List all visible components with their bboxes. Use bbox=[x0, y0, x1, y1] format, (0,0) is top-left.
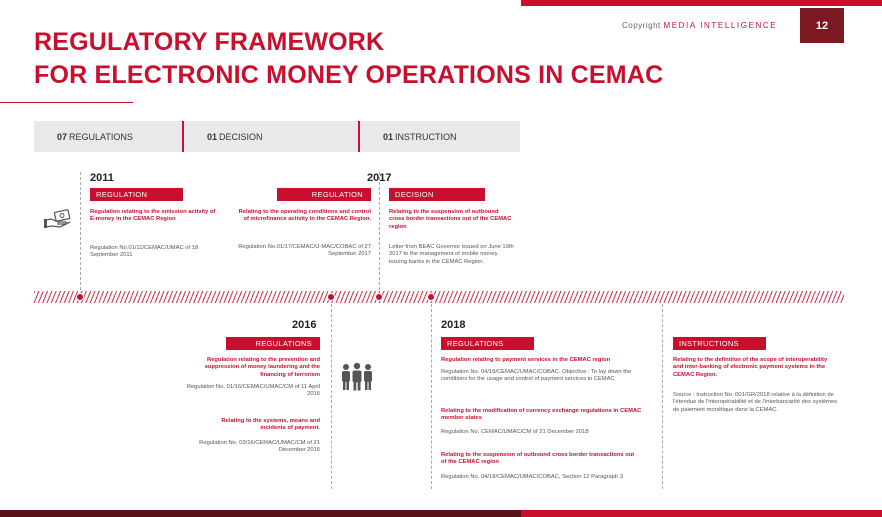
bottom-bar-accent bbox=[521, 510, 882, 517]
tag-regulation-2017: REGULATION bbox=[277, 188, 371, 201]
tab-decision[interactable] bbox=[207, 121, 263, 152]
summary-tabs bbox=[34, 121, 520, 152]
entry-heading: Regulation relating to payment services in the CEMAC region bbox=[441, 357, 611, 363]
tab-instruction[interactable] bbox=[383, 121, 457, 152]
page-title bbox=[34, 26, 663, 92]
entry-heading: Relating to the modification of currency exchange regulations in CEMAC member states bbox=[441, 408, 642, 422]
timeline-marker-2018 bbox=[427, 293, 435, 301]
copyright-prefix: Copyright bbox=[622, 21, 661, 30]
entry-heading: Relating to the definition of the scope of interoperability and inter-banking of electronic payment systems in the CEMAC Region. bbox=[673, 357, 828, 378]
entry-heading: Relating to the operating conditions and control of microfinance activity in the CEMAC Region. bbox=[238, 209, 371, 223]
timeline-guide bbox=[80, 172, 81, 290]
tag-regulations-2018: REGULATIONS bbox=[441, 337, 534, 350]
page-number: 12 bbox=[800, 8, 844, 43]
tag-regulations-2016: REGULATIONS bbox=[226, 337, 320, 350]
entry-reference: Regulation No.01/17/CEMAC/U-MAC/COBAC of 27 September 2017 bbox=[238, 244, 371, 258]
tab-decision-count: 01 bbox=[207, 131, 218, 142]
tab-instruction-label: INSTRUCTION bbox=[395, 131, 457, 142]
entry-reference: Letter from BEAC Governor issued on June 19th 2017 to the management of mobile money issuing banks in the CEMAC Region. bbox=[389, 244, 514, 265]
timeline-bar bbox=[34, 291, 844, 303]
entry-heading: Relating to the suspension of outbound cross border transactions out of the CEMAC region bbox=[389, 209, 512, 230]
timeline-marker-2011 bbox=[76, 293, 84, 301]
top-accent-bar bbox=[521, 0, 882, 6]
entry-reference: Regulation No. CEMAC/UMAC/CM of 21 December 2018 bbox=[441, 429, 589, 435]
tab-divider bbox=[358, 121, 360, 152]
tab-instruction-count: 01 bbox=[383, 131, 394, 142]
entry-heading: Relating to the suspension of outbound cross border transactions out of the CEMAC region bbox=[441, 452, 635, 466]
entry-reference: Regulation No.01/11/CEMAC/UMAC of 18 September 2011 bbox=[90, 245, 199, 259]
bottom-bar-dark bbox=[0, 510, 521, 517]
copyright-brand: MEDIA INTELLIGENCE bbox=[663, 21, 778, 30]
year-2011: 2011 bbox=[90, 172, 114, 184]
timeline-guide bbox=[331, 304, 332, 489]
tag-regulation-2011: REGULATION bbox=[90, 188, 183, 201]
tab-decision-label: DECISION bbox=[219, 131, 263, 142]
entry-heading: Regulation relating to the prevention and suppression of money laundering and the financing of terrorism bbox=[204, 357, 320, 378]
page-title-line-2: FOR ELECTRONIC MONEY OPERATIONS IN CEMAC bbox=[34, 61, 664, 89]
timeline-marker-2016 bbox=[327, 293, 335, 301]
tag-decision-2017: DECISION bbox=[389, 188, 485, 201]
entry-heading: Regulation relating to the emission activity of E-money in the CEMAC Region bbox=[90, 209, 216, 223]
page-title-line-1: REGULATORY FRAMEWORK bbox=[34, 28, 385, 56]
entry-reference: Regulation No. 01/16/CEMAC/UMAC/CM of 11 April 2016 bbox=[186, 384, 320, 398]
tab-regulations-label: REGULATIONS bbox=[69, 131, 133, 142]
entry-heading: Relating to the systems, means and incidents of payment. bbox=[221, 418, 320, 432]
title-underline bbox=[0, 102, 133, 103]
entry-reference: Regulation No. 04/18/CEMAC/UMAC/COBAC. Objective : To lay down the conditions for the usage and control of payment services in CEMAC bbox=[441, 369, 632, 383]
people-group-icon bbox=[340, 362, 374, 392]
tab-regulations[interactable] bbox=[57, 121, 133, 152]
year-2016: 2016 bbox=[292, 319, 317, 331]
year-2018: 2018 bbox=[441, 319, 466, 331]
timeline-marker-2017 bbox=[375, 293, 383, 301]
tab-divider bbox=[182, 121, 184, 152]
tab-regulations-count: 07 bbox=[57, 131, 68, 142]
tag-instructions: INSTRUCTIONS bbox=[673, 337, 766, 350]
hand-money-icon bbox=[44, 208, 74, 230]
timeline-guide bbox=[379, 172, 380, 290]
year-2017: 2017 bbox=[367, 172, 392, 184]
entry-reference: Source : Instruction No. 001/GR/2018 relative à la définition de l'étendue de l'interopérabilité et de l'interbancarité des systèmes de paiement monétique dans la CEMAC. bbox=[673, 392, 838, 413]
timeline-guide bbox=[431, 304, 432, 489]
entry-reference: Regulation No. 04/18/CEMAC/UMAC/COBAC, Section 12 Paragraph 3 bbox=[441, 474, 624, 480]
timeline-guide bbox=[662, 304, 663, 489]
entry-reference: Regulation No. 03/16/CEMAC/UMAC/CM of 21 December 2016 bbox=[199, 440, 320, 454]
